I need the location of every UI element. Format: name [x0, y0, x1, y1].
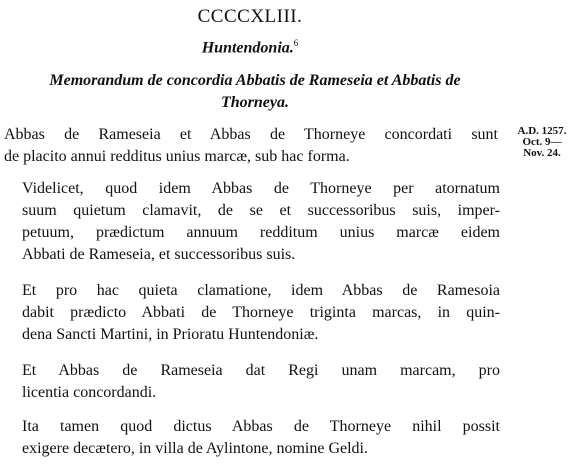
text-line: licentia concordandi. [22, 384, 157, 401]
memorandum-line: Thorneya. [221, 94, 289, 111]
paragraph-geld [22, 416, 500, 460]
margin-date-year: A.D. 1257. [517, 125, 567, 137]
text-line: dena Sancti Martini, in Prioratu Huntendoniæ. [22, 326, 319, 343]
charter-number: CCCCXLIII. [197, 6, 303, 27]
text-line: Abbas de Rameseia et Abbas de Thorneye concordati sunt [4, 126, 498, 143]
paragraph-quitclaim [22, 178, 500, 266]
text-line: Ita tamen quod dictus Abbas de Thorneye nihil possit [22, 418, 500, 435]
memorandum-title [10, 70, 500, 114]
text-line: Videlicet, quod idem Abbas de Thorneye per atornatum [22, 180, 500, 197]
text-line: dabit prædicto Abbati de Thorneye triginta marcas, in quin- [22, 304, 500, 321]
county-name: Huntendonia. [201, 39, 294, 57]
text-line: exigere decætero, in villa de Aylintone, nomine Geldi. [22, 440, 368, 457]
text-line: Abbati de Rameseia, et successoribus suis. [22, 246, 296, 263]
text-line: de placito annui redditus unius marcæ, sub hac forma. [4, 148, 350, 165]
text-line: Et Abbas de Rameseia dat Regi unam marcam, pro [22, 362, 500, 379]
paragraph-licence [22, 360, 500, 404]
paragraph-concordance [4, 124, 498, 168]
margin-date-start: Oct. 9— [522, 136, 562, 148]
text-line: suum quietum clamavit, de se et successoribus suis, imper- [22, 202, 500, 219]
paragraph-payment [22, 280, 500, 346]
footnote-marker: 6 [293, 38, 299, 48]
text-line: Et pro hac quieta clamatione, idem Abbas de Ramesoia [22, 282, 500, 299]
margin-date-note [512, 126, 572, 159]
margin-date-end: Nov. 24. [523, 147, 561, 159]
text-line: petuum, prædictum annuum redditum unius marcæ eidem [22, 224, 500, 241]
county-heading [0, 38, 500, 57]
memorandum-line: Memorandum de concordia Abbatis de Rameseia et Abbatis de [49, 72, 461, 89]
